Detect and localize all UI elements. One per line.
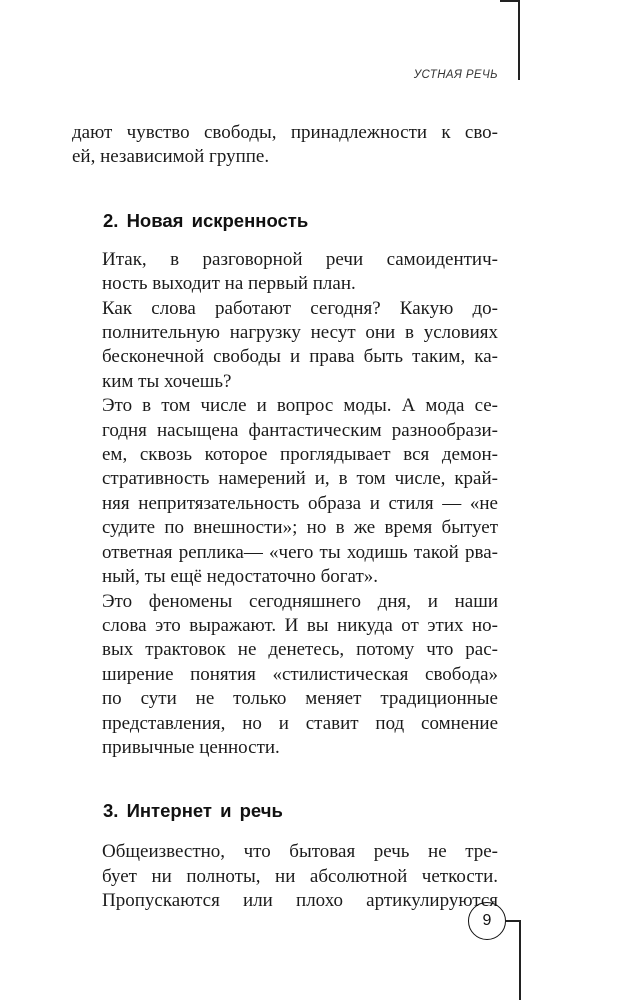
running-head: УСТНАЯ РЕЧЬ bbox=[413, 69, 498, 81]
page-number: 9 bbox=[468, 902, 506, 940]
paragraph bbox=[72, 590, 498, 761]
text-line: привычные ценности. bbox=[102, 736, 280, 758]
text-line: дают чувство свободы, принадлежности к сво- bbox=[72, 122, 498, 143]
text-line: по сути не только меняет традиционные bbox=[102, 688, 498, 710]
text-line: няя непритязательность образа и стиля — «не bbox=[102, 492, 498, 514]
text-line: полнительную нагрузку несут они в условиях bbox=[102, 322, 498, 344]
paragraph bbox=[72, 394, 498, 589]
text-line: ким ты хочешь? bbox=[102, 370, 232, 392]
paragraph bbox=[72, 297, 498, 395]
page-number-marker bbox=[468, 902, 528, 1000]
body-text bbox=[72, 121, 498, 914]
text-line: Это феномены сегодняшнего дня, и наши bbox=[102, 590, 498, 612]
text-line: Это в том числе и вопрос моды. А мода се- bbox=[102, 395, 498, 417]
text-line: слова это выражают. И вы никуда от этих но- bbox=[102, 614, 498, 636]
text-line: ем, сквозь которое проглядывает вся демон- bbox=[102, 444, 498, 466]
text-line: Итак, в разговорной речи самоидентич- bbox=[102, 248, 498, 270]
text-line: судите по внешности»; но в же время бытует bbox=[102, 517, 498, 539]
text-line: Как слова работают сегодня? Какую до- bbox=[102, 297, 498, 319]
text-line: бесконечной свободы и права быть таким, ка- bbox=[102, 346, 498, 368]
text-line: годня насыщена фантастическим разнообрази- bbox=[102, 419, 498, 441]
section-heading-internet-and-speech: 3. Интернет и речь bbox=[103, 800, 283, 822]
text-line: ширение понятия «стилистическая свобода» bbox=[102, 663, 498, 685]
text-line: стративность намерений и, в том числе, край- bbox=[102, 468, 498, 490]
paragraph-intro bbox=[72, 121, 498, 170]
header-corner-rule bbox=[500, 0, 520, 80]
text-line: ность выходит на первый план. bbox=[102, 273, 356, 295]
paragraph bbox=[72, 248, 498, 297]
text-line: ответная реплика— «чего ты ходишь такой рва- bbox=[102, 541, 498, 563]
text-line: вых трактовок не денетесь, потому что рас- bbox=[102, 639, 498, 661]
text-line: бует ни полноты, ни абсолютной четкости. bbox=[102, 865, 498, 887]
text-line: Общеизвестно, что бытовая речь не тре- bbox=[102, 841, 498, 863]
text-line: Пропускаются или плохо артикулируются bbox=[102, 890, 498, 912]
section-heading-new-sincerity: 2. Новая искренность bbox=[103, 209, 309, 231]
text-line: ей, независимой группе. bbox=[72, 146, 270, 168]
text-line: представления, но и ставит под сомнение bbox=[102, 712, 498, 734]
paragraph bbox=[72, 840, 498, 913]
text-line: ный, ты ещё недостаточно богат». bbox=[102, 566, 379, 588]
